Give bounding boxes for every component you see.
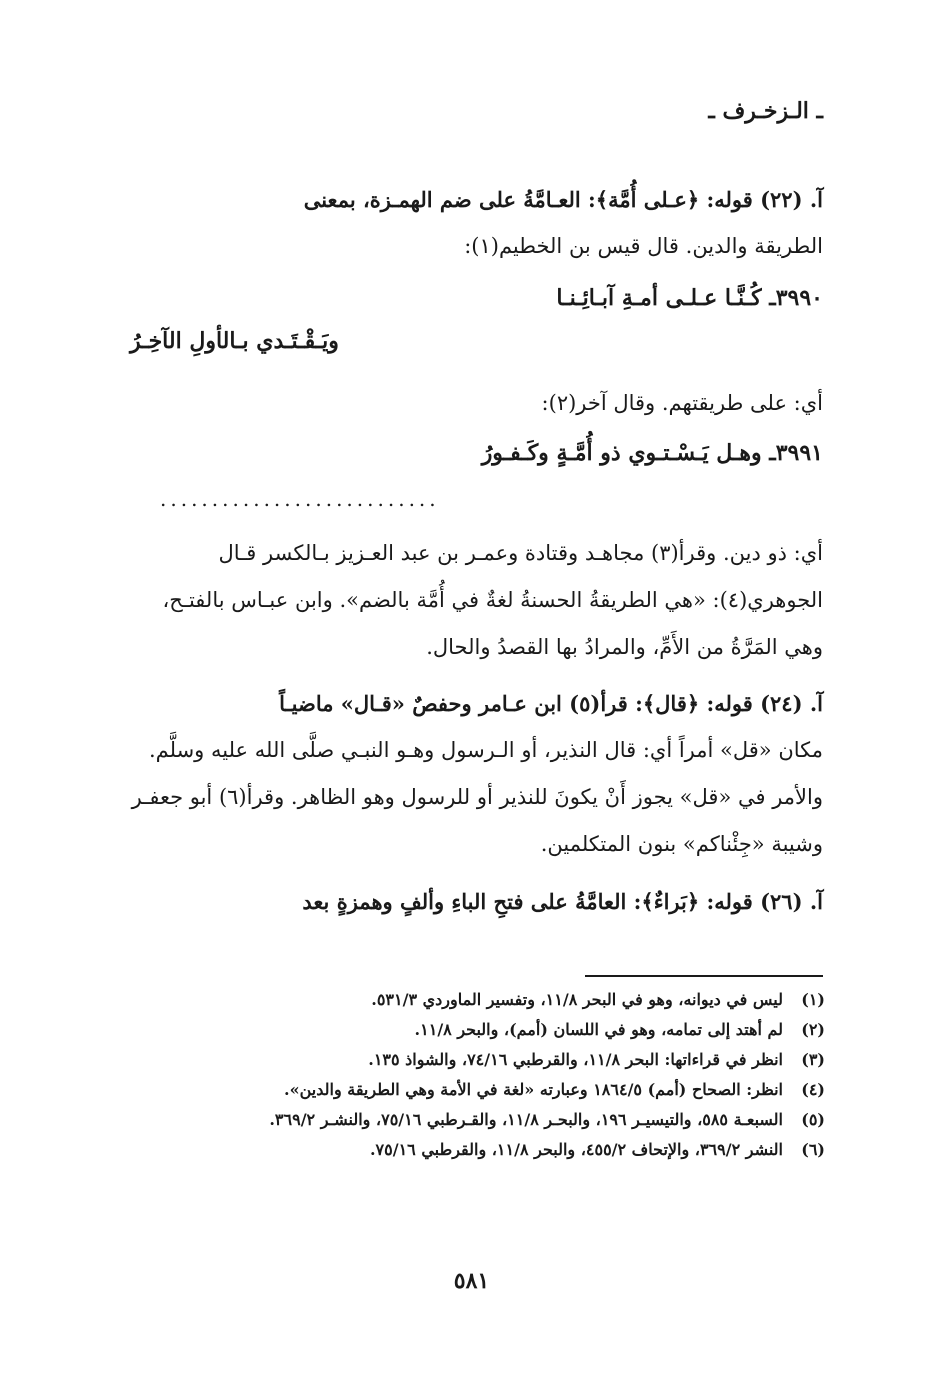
footnote-2 (130, 1015, 825, 1045)
footnote-text: السبعـة ٥٨٥، والتيسيـر ١٩٦، والبحـر ١١/٨، والقـرطبي ٧٥/١٦، والنشـر ٣٦٩/٢. (269, 1110, 783, 1129)
footnote-5 (130, 1105, 825, 1135)
paragraph-line: آ. (٢٦) قوله: ﴿بَراءٌ﴾: العامَّةُ على فتحِ الباءِ وألفٍ وهمزةٍ بعد (302, 889, 823, 914)
running-head: ـ الـزخـرف ـ (708, 98, 823, 124)
footnote-4 (130, 1075, 825, 1105)
footnote-divider (585, 975, 823, 977)
paragraph-line: أي: ذو دين. وقرأ(٣) مجاهـد وقتادة وعمـر بن عبد العـزيز بـالكسر قـال (218, 541, 823, 565)
paragraph-line: الطريقة والدين. قال قيس بن الخطيم(١): (464, 234, 823, 258)
paragraph-line: أي: على طريقتهم. وقال آخر(٢): (541, 391, 823, 415)
paragraph-line: آ. (٢٤) قوله: ﴿قال﴾: قرأ(٥) ابن عـامر وحفصٌ «قـال» ماضيـاً (279, 691, 823, 716)
paragraph-line: والأمر في «قل» يجوز أَنْ يكونَ للنذير أو للرسول وهو الظاهر. وقرأ(٦) أبو جعفـر (131, 785, 823, 809)
verse-3990-first-hemistich: ٣٩٩٠ـ كُـنَّـا عـلـى أمـةِ آبـائِـنـا (556, 285, 823, 311)
footnote-3 (130, 1045, 825, 1075)
footnote-number: (٢) (801, 1020, 825, 1039)
paragraph-line: وهي المَرَّةُ من الأَمِّ، والمرادُ بها القصدُ والحال. (426, 635, 823, 659)
footnote-number: (١) (801, 990, 825, 1009)
footnote-1 (130, 985, 825, 1015)
footnote-text: انظر في قراءاتها: البحر ١١/٨، والقرطبي ٧٤/١٦، والشواذ ١٣٥. (368, 1050, 783, 1069)
paragraph-verse-26 (123, 878, 823, 925)
footnotes (130, 985, 825, 1165)
paragraph-verse-24 (123, 680, 823, 868)
page-number: ٥٨١ (453, 1268, 490, 1294)
paragraph-line: مكان «قل» أمراً أي: قال النذير، أو الـرسول وهـو النبـي صلَّى الله عليه وسلَّم. (148, 738, 823, 762)
footnote-number: (٣) (801, 1050, 825, 1069)
paragraph-line: آ. (٢٢) قوله: ﴿عـلى أُمَّة﴾: العـامَّةُ على ضم الهمـزة، بمعنى (303, 187, 823, 212)
paragraph-line: وشيبة «جِئْناكم» بنون المتكلمين. (540, 832, 823, 856)
ellipsis-dots: ........................... (160, 487, 440, 511)
footnote-number: (٦) (801, 1140, 825, 1159)
verse-3991-first-hemistich: ٣٩٩١ـ وهـل يَـسْـتـوي ذو أُمَّـةٍ وكَـفـورُ (481, 440, 823, 466)
verse-3990-second-hemistich: ويَـقْـتَـدي بـالأولِ الآخِـرُ (130, 328, 339, 354)
paragraph-verse-22 (123, 176, 823, 270)
footnote-text: لم أهتد إلى تمامه، وهو في اللسان (أمم)، والبحر ١١/٨. (414, 1020, 783, 1039)
footnote-number: (٤) (801, 1080, 825, 1099)
footnote-6 (130, 1135, 825, 1165)
paragraph-explanation (123, 380, 823, 427)
paragraph-line: الجوهري(٤): «هي الطريقةُ الحسنةُ لغةٌ في أُمَّة بالضم». وابن عبـاس بالفتـح، (162, 588, 823, 612)
footnote-number: (٥) (801, 1110, 825, 1129)
paragraph-readings (123, 530, 823, 671)
footnote-text: ليس في ديوانه، وهو في البحر ١١/٨، وتفسير الماوردي ٥٣١/٣. (371, 990, 783, 1009)
footnote-text: انظر: الصحاح (أمم) ١٨٦٤/٥ وعبارته «لغة في الأمة وهي الطريقة والدين». (284, 1080, 783, 1099)
footnote-text: النشر ٣٦٩/٢، والإتحاف ٤٥٥/٢، والبحر ١١/٨، والقرطبي ٧٥/١٦. (369, 1140, 783, 1159)
